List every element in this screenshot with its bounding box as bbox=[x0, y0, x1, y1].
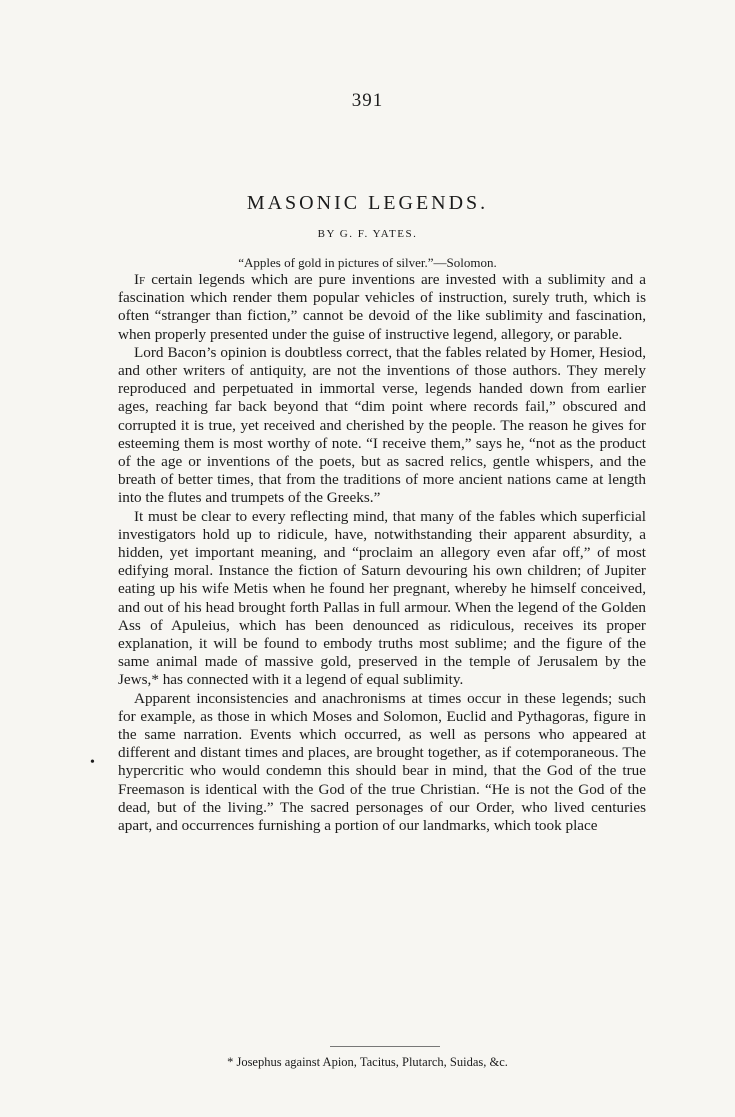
margin-mark: • bbox=[90, 755, 95, 770]
article-body bbox=[118, 271, 646, 835]
paragraph-text: It must be clear to every reflecting mind, that many of the fables which superficial investigators hold up to ridicule, have, notwithstanding their apparent absurdity, a hidden, yet important meaning, and “proclaim an allegory even afar off,” of most edifying moral. Instance the fiction of Saturn devouring his own children; of Jupiter eating up his wife Metis when he found her pregnant, whereby he himself conceived, and out of his head brought forth Pallas in full armour. When the legend of the Golden Ass of Apuleius, which has been denounced as ridiculous, receives its proper explanation, it will be found to embody truths most sublime; and the figure of the same animal made of massive gold, preserved in the temple of Jerusalem by the Jews,* has connected with it a legend of equal sublimity. bbox=[118, 507, 646, 689]
paragraph-lead: If bbox=[134, 271, 146, 288]
paragraph-text: certain legends which are pure inventions are invested with a sublimity and a fascination which render them popular vehicles of instruction, surely truth, which is often “stranger than fiction,” cannot be devoid of the like sublimity and fascination, when properly presented under the guise of instructive legend, allegory, or parable. bbox=[118, 271, 646, 343]
paragraph-2 bbox=[118, 344, 646, 508]
paragraph-text: Lord Bacon’s opinion is doubtless correct, that the fables related by Homer, Hesiod, and other writers of antiquity, are not the inventions of those authors. They merely reproduced and perpetuated in immortal verse, legends handed down from earlier ages, reaching far back beyond that “dim point where records fail,” obscured and corrupted it is true, yet received and cherished by the people. The reason he gives for esteeming them is most worthy of note. “I receive them,” says he, “not as the product of the age or inventions of the poets, but as sacred relics, gentle whispers, and the breath of better times, that from the traditions of more ancient nations came at length into the flutes and trumpets of the Greeks.” bbox=[118, 343, 646, 507]
paragraph-text: Apparent inconsistencies and anachronisms at times occur in these legends; such for example, as those in which Moses and Solomon, Euclid and Pythagoras, figure in the same narration. Events which occurred, as well as persons who appeared at different and distant times and places, are brought together, as if cotemporaneous. The hypercritic who would condemn this should bear in mind, that the God of the true Freemason is identical with the God of the true Christian. “He is not the God of the dead, but of the living.” The sacred personages of our Order, who lived centuries apart, and occurrences furnishing a portion of our landmarks, which took place bbox=[118, 689, 646, 835]
footnote: * Josephus against Apion, Tacitus, Plutarch, Suidas, &c. bbox=[227, 1055, 508, 1069]
paragraph-4 bbox=[118, 690, 646, 836]
article-title: MASONIC LEGENDS. bbox=[246, 192, 489, 214]
paragraph-1 bbox=[118, 271, 646, 344]
epigraph: “Apples of gold in pictures of silver.”—Solomon. bbox=[238, 255, 497, 270]
footnote-rule bbox=[330, 1046, 440, 1047]
page-number: 391 bbox=[351, 90, 384, 111]
byline: BY G. F. YATES. bbox=[317, 228, 418, 240]
paragraph-3 bbox=[118, 508, 646, 690]
